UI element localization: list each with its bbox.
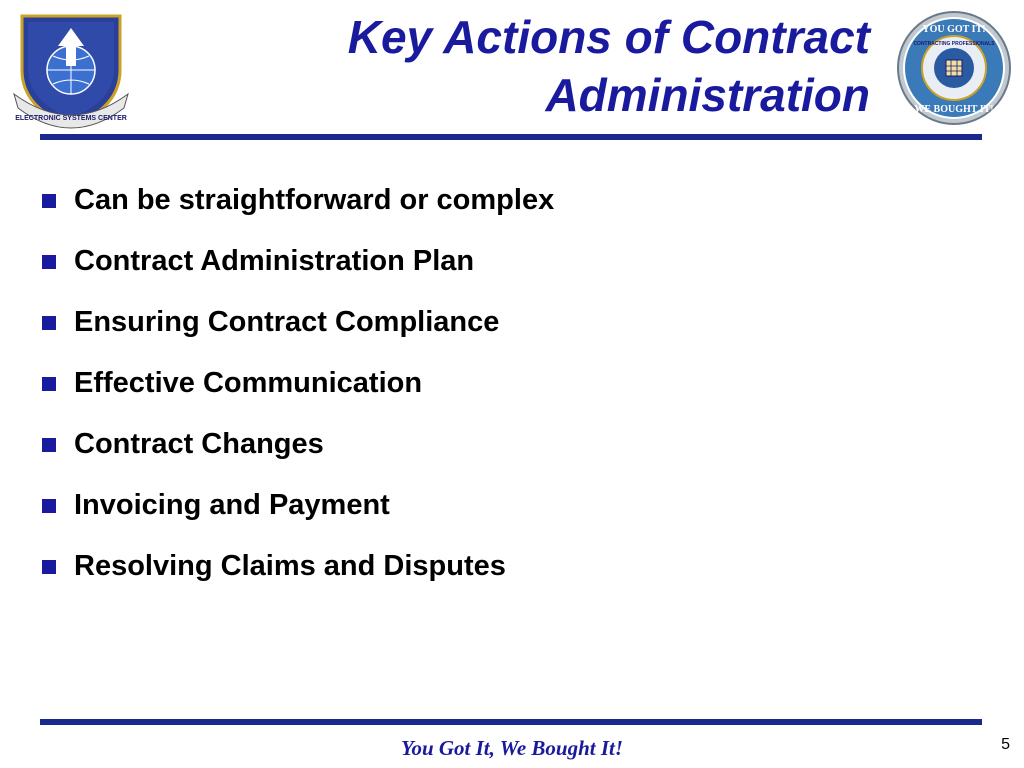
footer-slogan: You Got It, We Bought It! xyxy=(400,736,624,760)
square-bullet-icon xyxy=(42,377,56,391)
bullet-item xyxy=(42,536,554,597)
slide-title xyxy=(230,8,870,124)
bullet-item xyxy=(42,353,554,414)
square-bullet-icon xyxy=(42,438,56,452)
bullet-item xyxy=(42,475,554,536)
bullet-item xyxy=(42,292,554,353)
page-number: 5 xyxy=(1001,736,1010,753)
slide-title-line2: Administration xyxy=(545,69,870,121)
bullet-text: Resolving Claims and Disputes xyxy=(74,550,506,582)
electronic-systems-center-shield-icon xyxy=(12,8,130,130)
seal-inner-text: CONTRACTING PROFESSIONALS xyxy=(913,41,995,47)
bullet-item xyxy=(42,170,554,231)
bullet-text: Can be straightforward or complex xyxy=(74,184,555,216)
seal-top-text: YOU GOT IT! xyxy=(922,24,986,35)
bullet-text: Contract Administration Plan xyxy=(74,245,475,277)
logo-left-text: ELECTRONIC SYSTEMS CENTER xyxy=(15,115,127,122)
square-bullet-icon xyxy=(42,255,56,269)
bullet-list xyxy=(42,170,554,597)
seal-bottom-text: WE BOUGHT IT! xyxy=(914,104,994,115)
bullet-item xyxy=(42,414,554,475)
bullet-item xyxy=(42,231,554,292)
footer-divider xyxy=(40,719,982,725)
slide-title-line1: Key Actions of Contract xyxy=(347,11,870,63)
square-bullet-icon xyxy=(42,499,56,513)
contracting-professionals-seal-icon xyxy=(896,10,1012,126)
bullet-text: Invoicing and Payment xyxy=(74,489,390,521)
square-bullet-icon xyxy=(42,560,56,574)
header-divider xyxy=(40,134,982,140)
bullet-text: Contract Changes xyxy=(74,428,324,460)
bullet-text: Effective Communication xyxy=(74,367,423,399)
square-bullet-icon xyxy=(42,316,56,330)
square-bullet-icon xyxy=(42,194,56,208)
bullet-text: Ensuring Contract Compliance xyxy=(74,306,500,338)
